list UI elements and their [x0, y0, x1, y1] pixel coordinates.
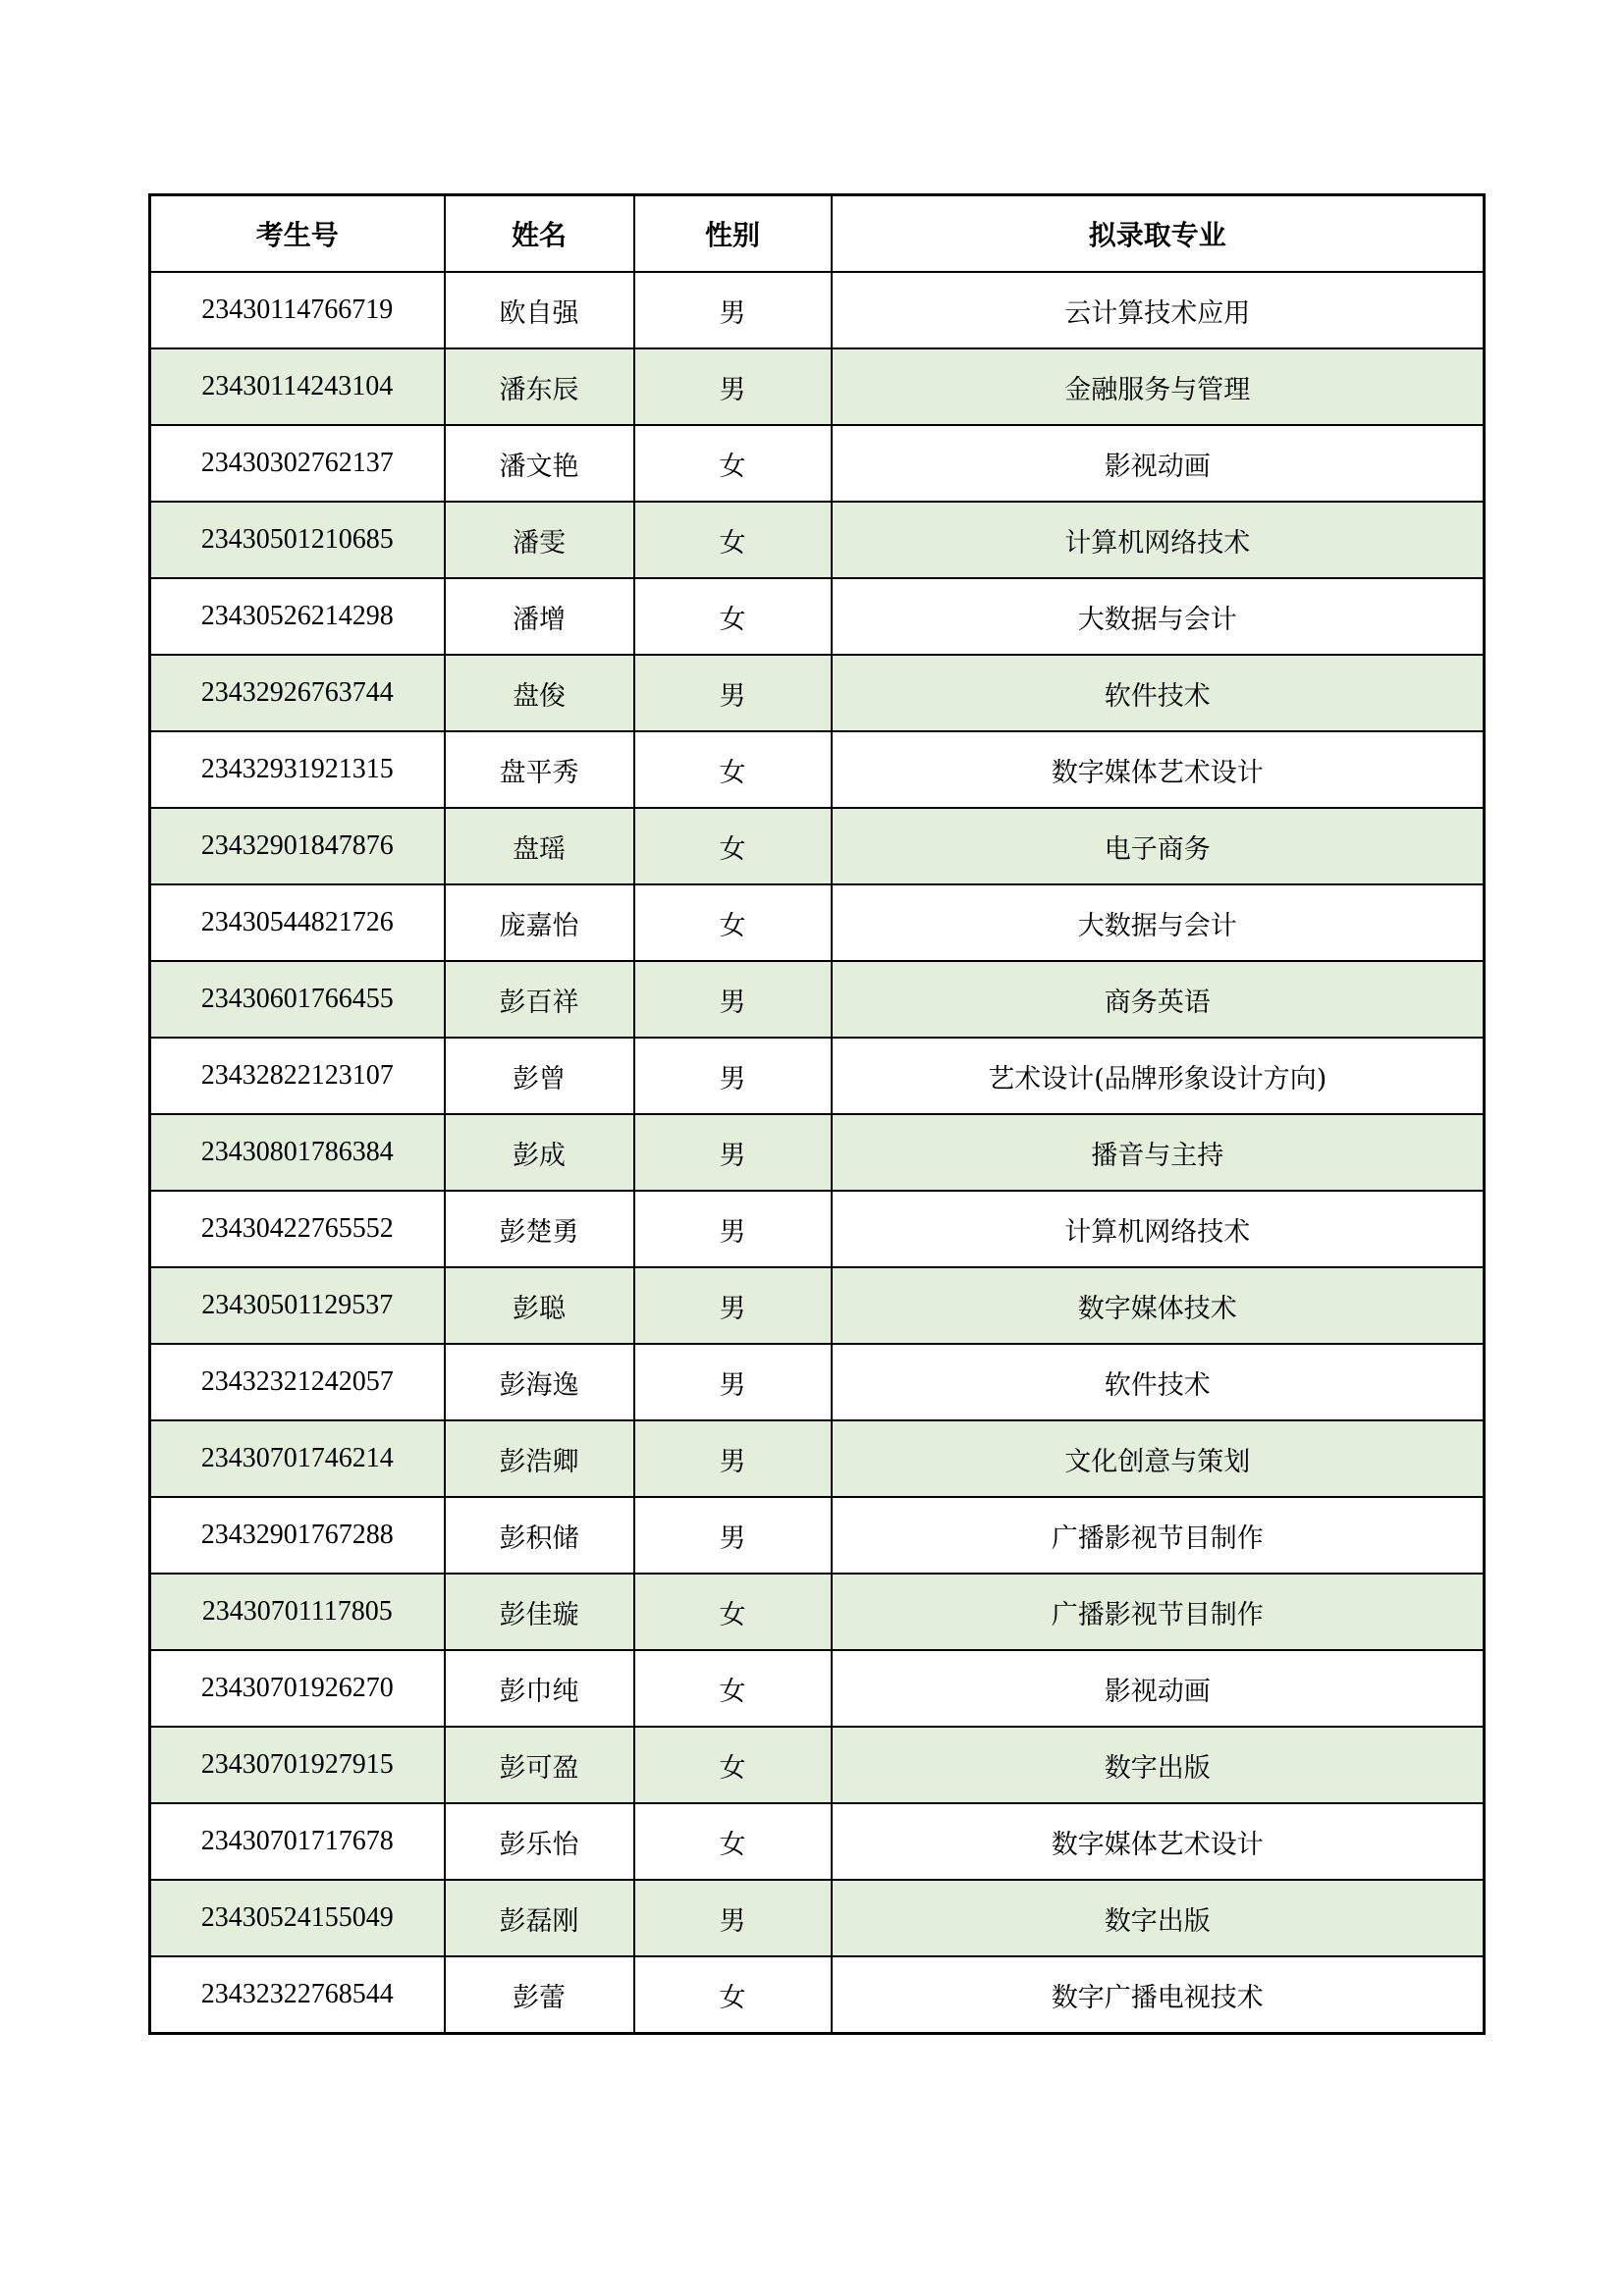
cell-exam-number: 23430114766719 [150, 272, 445, 348]
cell-major: 影视动画 [832, 1650, 1485, 1727]
cell-name: 彭积储 [445, 1497, 634, 1574]
cell-exam-number: 23430801786384 [150, 1114, 445, 1191]
cell-name: 彭浩卿 [445, 1420, 634, 1497]
cell-name: 彭百祥 [445, 961, 634, 1038]
cell-gender: 男 [634, 1267, 832, 1344]
cell-exam-number: 23432322768544 [150, 1956, 445, 2034]
cell-gender: 女 [634, 1956, 832, 2034]
table-row [150, 1344, 1485, 1420]
table-row [150, 1650, 1485, 1727]
cell-major: 艺术设计(品牌形象设计方向) [832, 1038, 1485, 1114]
header-gender: 性别 [634, 195, 832, 273]
cell-exam-number: 23430422765552 [150, 1191, 445, 1267]
cell-exam-number: 23430302762137 [150, 425, 445, 502]
cell-major: 商务英语 [832, 961, 1485, 1038]
table-row [150, 348, 1485, 425]
cell-gender: 女 [634, 1803, 832, 1880]
cell-gender: 男 [634, 272, 832, 348]
cell-gender: 男 [634, 1191, 832, 1267]
cell-exam-number: 23430601766455 [150, 961, 445, 1038]
table-row [150, 1727, 1485, 1803]
cell-gender: 女 [634, 425, 832, 502]
table-body [150, 272, 1485, 2034]
cell-name: 盘平秀 [445, 731, 634, 808]
table-row [150, 272, 1485, 348]
cell-major: 软件技术 [832, 1344, 1485, 1420]
table-row [150, 1956, 1485, 2034]
cell-name: 潘增 [445, 578, 634, 655]
cell-gender: 女 [634, 1574, 832, 1650]
cell-gender: 女 [634, 1650, 832, 1727]
cell-name: 彭乐怡 [445, 1803, 634, 1880]
cell-exam-number: 23430701717678 [150, 1803, 445, 1880]
cell-name: 彭可盈 [445, 1727, 634, 1803]
cell-major: 金融服务与管理 [832, 348, 1485, 425]
table-row [150, 1191, 1485, 1267]
cell-exam-number: 23432926763744 [150, 655, 445, 731]
table-row [150, 1497, 1485, 1574]
cell-exam-number: 23432931921315 [150, 731, 445, 808]
cell-exam-number: 23430701927915 [150, 1727, 445, 1803]
cell-exam-number: 23432822123107 [150, 1038, 445, 1114]
cell-major: 数字出版 [832, 1727, 1485, 1803]
cell-name: 彭巾纯 [445, 1650, 634, 1727]
cell-major: 广播影视节目制作 [832, 1574, 1485, 1650]
table-row [150, 655, 1485, 731]
cell-exam-number: 23430544821726 [150, 884, 445, 961]
cell-exam-number: 23430501210685 [150, 502, 445, 578]
cell-gender: 女 [634, 808, 832, 884]
cell-gender: 男 [634, 961, 832, 1038]
cell-major: 计算机网络技术 [832, 1191, 1485, 1267]
cell-major: 计算机网络技术 [832, 502, 1485, 578]
cell-major: 文化创意与策划 [832, 1420, 1485, 1497]
cell-major: 影视动画 [832, 425, 1485, 502]
table-row [150, 808, 1485, 884]
cell-major: 数字媒体艺术设计 [832, 1803, 1485, 1880]
cell-name: 彭聪 [445, 1267, 634, 1344]
cell-gender: 女 [634, 1727, 832, 1803]
cell-gender: 男 [634, 1420, 832, 1497]
table-row [150, 578, 1485, 655]
cell-major: 播音与主持 [832, 1114, 1485, 1191]
cell-exam-number: 23432901767288 [150, 1497, 445, 1574]
cell-exam-number: 23430524155049 [150, 1880, 445, 1956]
table-row [150, 961, 1485, 1038]
table-row [150, 1420, 1485, 1497]
cell-major: 数字出版 [832, 1880, 1485, 1956]
cell-gender: 男 [634, 1497, 832, 1574]
cell-gender: 女 [634, 502, 832, 578]
cell-exam-number: 23430701926270 [150, 1650, 445, 1727]
cell-name: 盘俊 [445, 655, 634, 731]
cell-exam-number: 23430501129537 [150, 1267, 445, 1344]
cell-exam-number: 23432321242057 [150, 1344, 445, 1420]
cell-name: 潘文艳 [445, 425, 634, 502]
cell-major: 广播影视节目制作 [832, 1497, 1485, 1574]
cell-name: 彭成 [445, 1114, 634, 1191]
table-row [150, 1267, 1485, 1344]
table-row [150, 884, 1485, 961]
cell-name: 彭磊刚 [445, 1880, 634, 1956]
admission-list-table [148, 193, 1486, 2035]
cell-major: 数字广播电视技术 [832, 1956, 1485, 2034]
cell-gender: 男 [634, 348, 832, 425]
table-row [150, 1038, 1485, 1114]
cell-major: 数字媒体技术 [832, 1267, 1485, 1344]
header-row [150, 195, 1485, 273]
table-row [150, 731, 1485, 808]
cell-name: 彭海逸 [445, 1344, 634, 1420]
cell-major: 云计算技术应用 [832, 272, 1485, 348]
header-name: 姓名 [445, 195, 634, 273]
table-row [150, 502, 1485, 578]
cell-name: 欧自强 [445, 272, 634, 348]
cell-gender: 女 [634, 731, 832, 808]
cell-name: 庞嘉怡 [445, 884, 634, 961]
cell-gender: 男 [634, 1038, 832, 1114]
table-row [150, 1574, 1485, 1650]
cell-exam-number: 23432901847876 [150, 808, 445, 884]
cell-gender: 男 [634, 1114, 832, 1191]
cell-gender: 男 [634, 655, 832, 731]
cell-exam-number: 23430114243104 [150, 348, 445, 425]
cell-major: 大数据与会计 [832, 578, 1485, 655]
cell-name: 彭佳璇 [445, 1574, 634, 1650]
header-exam-number: 考生号 [150, 195, 445, 273]
cell-major: 软件技术 [832, 655, 1485, 731]
cell-gender: 女 [634, 884, 832, 961]
cell-gender: 男 [634, 1344, 832, 1420]
cell-gender: 男 [634, 1880, 832, 1956]
table-row [150, 425, 1485, 502]
table-row [150, 1803, 1485, 1880]
table-row [150, 1880, 1485, 1956]
cell-name: 潘雯 [445, 502, 634, 578]
cell-name: 彭曾 [445, 1038, 634, 1114]
cell-major: 电子商务 [832, 808, 1485, 884]
cell-name: 潘东辰 [445, 348, 634, 425]
table-row [150, 1114, 1485, 1191]
cell-name: 彭楚勇 [445, 1191, 634, 1267]
cell-name: 盘瑶 [445, 808, 634, 884]
cell-gender: 女 [634, 578, 832, 655]
header-major: 拟录取专业 [832, 195, 1485, 273]
cell-exam-number: 23430701746214 [150, 1420, 445, 1497]
cell-name: 彭蕾 [445, 1956, 634, 2034]
cell-exam-number: 23430701117805 [150, 1574, 445, 1650]
cell-major: 数字媒体艺术设计 [832, 731, 1485, 808]
cell-major: 大数据与会计 [832, 884, 1485, 961]
cell-exam-number: 23430526214298 [150, 578, 445, 655]
table-header [150, 195, 1485, 273]
